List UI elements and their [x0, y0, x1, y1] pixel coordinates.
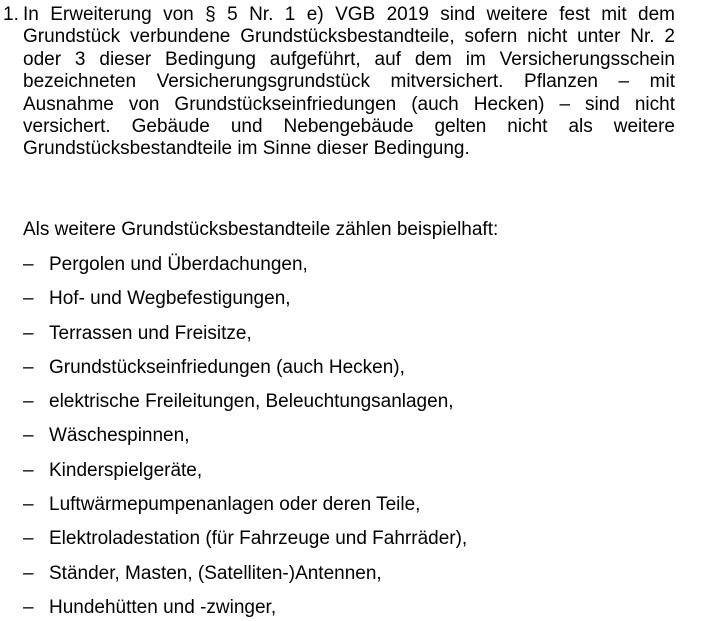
dash-bullet: –: [23, 494, 34, 516]
list-item-text: Elektroladestation (für Fahrzeuge und Fahrräder),: [49, 528, 468, 550]
dash-bullet: –: [23, 288, 34, 310]
dash-bullet: –: [23, 356, 34, 378]
list-item: [0, 494, 712, 528]
list-item-text: Hundehütten und -zwinger,: [49, 596, 277, 618]
list-item: [0, 323, 712, 357]
list-item-text: Ständer, Masten, (Satelliten-)Antennen,: [49, 562, 382, 584]
list-item-text: Hof- und Wegbefestigungen,: [49, 288, 291, 310]
list-item: [0, 460, 712, 494]
item-list: [0, 254, 712, 621]
list-item: [0, 597, 712, 621]
dash-bullet: –: [23, 391, 34, 413]
dash-bullet: –: [23, 528, 34, 550]
list-item: [0, 563, 712, 597]
list-item: [0, 391, 712, 425]
list-item: [0, 425, 712, 459]
list-item-text: Kinderspielgeräte,: [49, 459, 203, 481]
dash-bullet: –: [23, 596, 34, 618]
list-item-text: elektrische Freileitungen, Beleuchtungsanlagen,: [49, 391, 454, 413]
list-item-text: Grundstückseinfriedungen (auch Hecken),: [49, 356, 405, 378]
list-item: [0, 254, 712, 288]
dash-bullet: –: [23, 322, 34, 344]
list-item-text: Pergolen und Überdachungen,: [49, 254, 308, 275]
list-item: [0, 357, 712, 391]
dash-bullet: –: [23, 459, 34, 481]
paragraph-number: 1.: [3, 4, 19, 25]
list-item-text: Terrassen und Freisitze,: [49, 322, 252, 344]
list-intro: Als weitere Grundstücksbestandteile zählen beispielhaft:: [23, 219, 499, 240]
dash-bullet: –: [23, 254, 34, 275]
dash-bullet: –: [23, 425, 34, 447]
list-item-text: Wäschespinnen,: [49, 425, 190, 447]
list-item-text: Luftwärmepumpenanlagen oder deren Teile,: [49, 494, 421, 516]
paragraph-text: In Erweiterung von § 5 Nr. 1 e) VGB 2019 sind weitere fest mit dem Grundstück verbundene Grundstücksbestandteile, sofern nicht unter Nr. 2 oder 3 dieser Bedingung aufgeführt, auf dem im Versicherungsschein bezeichneten Versicherungsgrundstück mitversichert. Pflanzen – mit Ausnahme von Grundstückseinfriedungen (auch Hecken) – sind nicht versichert. Gebäude und Nebengebäude gelten nicht als weitere Grundstücksbestandteile im Sinne dieser Bedingung.: [23, 4, 675, 160]
dash-bullet: –: [23, 562, 34, 584]
list-item: [0, 288, 712, 322]
list-item: [0, 528, 712, 562]
